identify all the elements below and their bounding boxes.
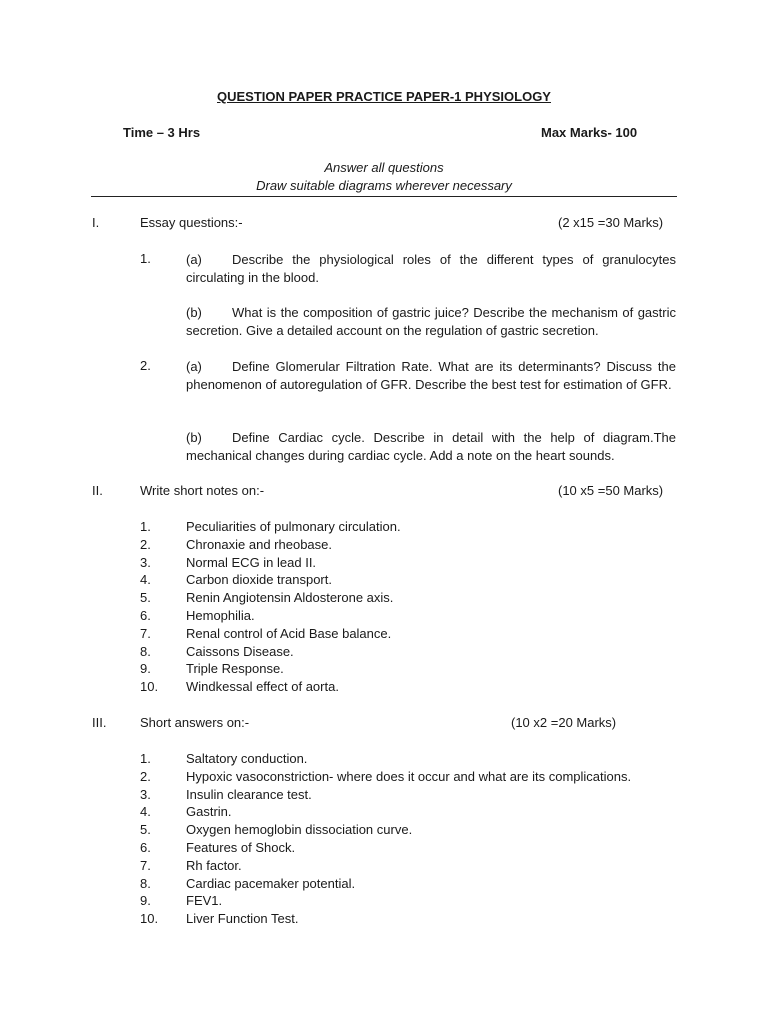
part-label: (a) (186, 359, 202, 374)
item-number: 1. (140, 751, 151, 766)
list-item (140, 750, 631, 768)
section-number: I. (92, 215, 100, 230)
item-number: 1. (140, 519, 151, 534)
section-marks: (2 x15 =30 Marks) (558, 215, 664, 230)
item-text: Hemophilia. (186, 607, 255, 623)
list-item (140, 536, 401, 554)
item-number: 2. (140, 536, 151, 552)
item-text: FEV1. (186, 893, 223, 909)
item-text: Chronaxie and rheobase. (186, 536, 332, 552)
list-item (140, 554, 401, 572)
question-part (186, 429, 676, 465)
item-number: 6. (140, 839, 151, 855)
item-text: Triple Response. (186, 661, 284, 677)
list-item (140, 643, 401, 661)
item-number: 9. (140, 661, 151, 677)
item-text: Liver Function Test. (186, 911, 299, 927)
item-number: 7. (140, 625, 151, 641)
item-number: 5. (140, 822, 151, 838)
item-number: 5. (140, 590, 151, 606)
item-number: 3. (140, 554, 151, 570)
instruction-answer-all: Answer all questions (324, 160, 444, 175)
section-marks: (10 x5 =50 Marks) (558, 483, 664, 498)
list-item (140, 607, 401, 625)
item-number: 6. (140, 607, 151, 623)
list-item (140, 857, 631, 875)
section-number: III. (92, 715, 107, 730)
part-text: Describe the physiological roles of the different types of granulocytes circulating in the blood. (186, 252, 676, 285)
item-text: Peculiarities of pulmonary circulation. (186, 519, 401, 534)
question-part (186, 251, 676, 287)
short-notes-list (140, 518, 401, 696)
part-label: (b) (186, 430, 202, 445)
time-allowed: Time – 3 Hrs (123, 125, 201, 140)
item-number: 7. (140, 857, 151, 873)
question-number: 1. (140, 251, 151, 266)
list-item (140, 839, 631, 857)
list-item (140, 892, 631, 910)
part-text: Define Cardiac cycle. Describe in detail with the help of diagram.The mechanical changes during cardiac cycle. Add a note on the heart sounds. (186, 430, 676, 463)
section-heading: Write short notes on:- (140, 483, 265, 498)
paper-title: QUESTION PAPER PRACTICE PAPER-1 PHYSIOLOGY (217, 89, 551, 104)
max-marks: Max Marks- 100 (541, 125, 638, 140)
instruction-diagrams: Draw suitable diagrams wherever necessary (256, 178, 512, 193)
item-text: Rh factor. (186, 857, 242, 873)
item-number: 3. (140, 786, 151, 802)
item-number: 10. (140, 911, 159, 927)
list-item (140, 875, 631, 893)
list-item (140, 786, 631, 804)
item-text: Insulin clearance test. (186, 786, 312, 802)
list-item (140, 803, 631, 821)
item-number: 4. (140, 804, 151, 820)
section-essay-header (0, 215, 768, 233)
question-part (186, 358, 676, 394)
item-text: Features of Shock. (186, 839, 296, 855)
item-text: Windkessal effect of aorta. (186, 679, 339, 695)
item-text: Saltatory conduction. (186, 751, 308, 766)
section-heading: Essay questions:- (140, 215, 243, 230)
part-label: (b) (186, 305, 202, 320)
list-item (140, 768, 631, 786)
list-item (140, 660, 401, 678)
item-text: Gastrin. (186, 804, 232, 820)
header-divider (91, 196, 677, 197)
item-text: Renin Angiotensin Aldosterone axis. (186, 590, 394, 606)
item-text: Normal ECG in lead II. (186, 554, 317, 570)
list-item (140, 589, 401, 607)
question-number: 2. (140, 358, 151, 373)
item-number: 2. (140, 768, 151, 784)
question-part (186, 304, 676, 340)
item-number: 4. (140, 572, 151, 588)
item-text: Hypoxic vasoconstriction- where does it occur and what are its complications. (186, 768, 632, 784)
section-short-answers-header (0, 715, 768, 733)
part-text: What is the composition of gastric juice? Describe the mechanism of gastric secretion. Give a detailed account on the regulation of gastric secretion. (186, 305, 676, 338)
item-number: 8. (140, 875, 151, 891)
short-answers-list (140, 750, 631, 928)
section-heading: Short answers on:- (140, 715, 250, 730)
list-item (140, 910, 631, 928)
item-number: 8. (140, 643, 151, 659)
item-text: Oxygen hemoglobin dissociation curve. (186, 822, 413, 838)
list-item (140, 821, 631, 839)
section-number: II. (92, 483, 103, 498)
part-label: (a) (186, 252, 202, 267)
list-item (140, 518, 401, 536)
list-item (140, 571, 401, 589)
item-number: 10. (140, 679, 159, 695)
section-marks: (10 x2 =20 Marks) (511, 715, 617, 730)
section-short-notes-header (0, 483, 768, 501)
item-text: Cardiac pacemaker potential. (186, 875, 356, 891)
item-number: 9. (140, 893, 151, 909)
part-text: Define Glomerular Filtration Rate. What are its determinants? Discuss the phenomenon of autoregulation of GFR. Describe the best test for estimation of GFR. (186, 359, 676, 392)
item-text: Caissons Disease. (186, 643, 294, 659)
item-text: Renal control of Acid Base balance. (186, 625, 392, 641)
list-item (140, 678, 401, 696)
list-item (140, 625, 401, 643)
item-text: Carbon dioxide transport. (186, 572, 332, 588)
